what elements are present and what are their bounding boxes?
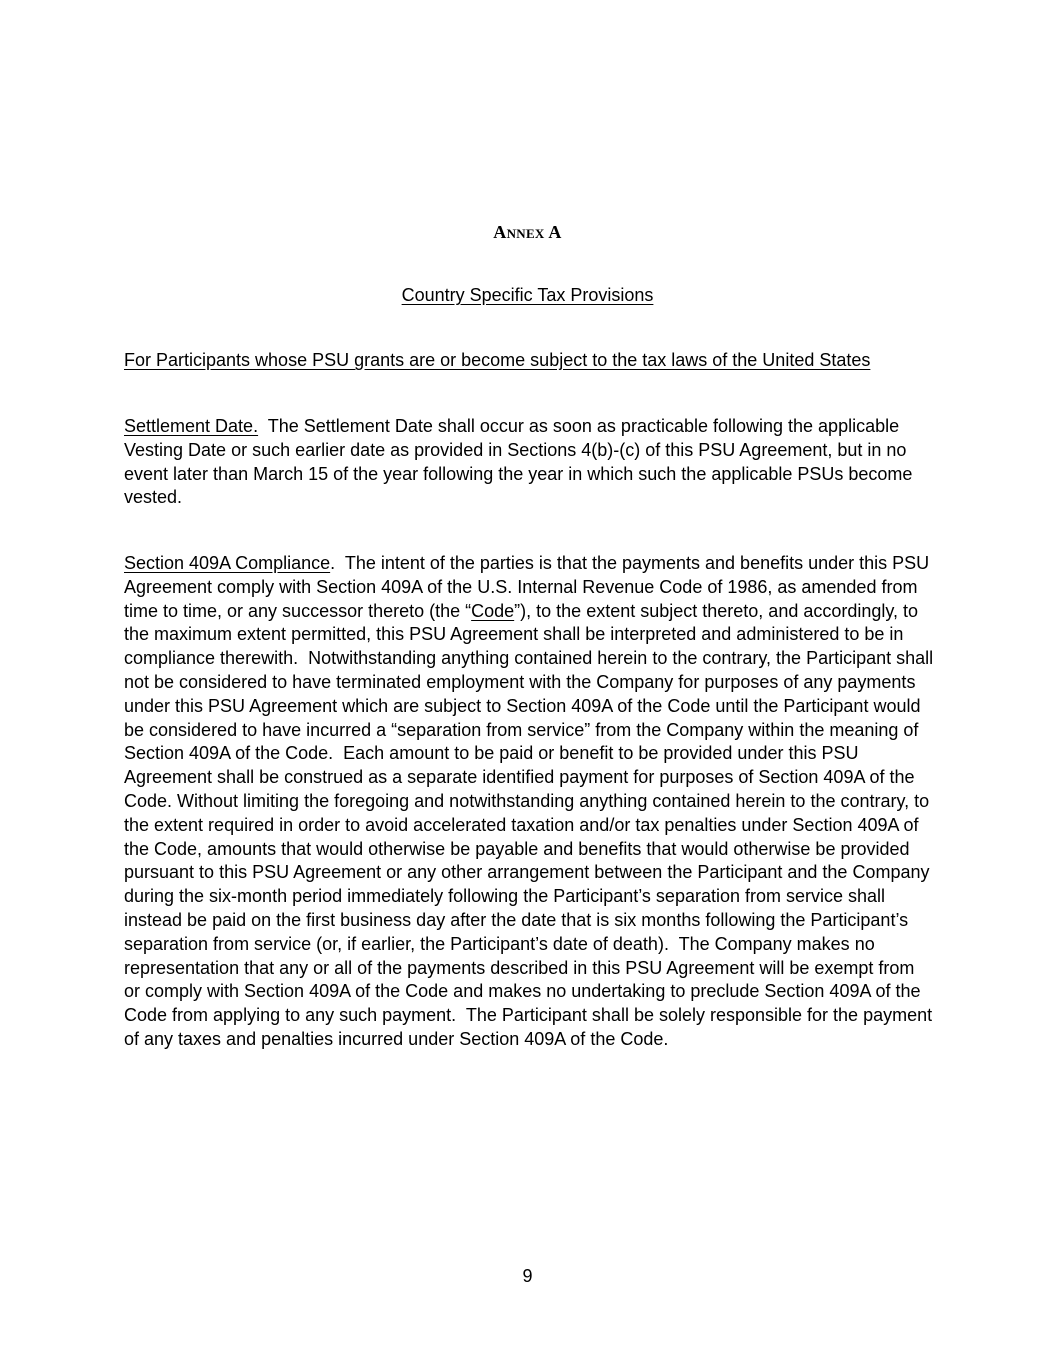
settlement-date-heading: Settlement Date. bbox=[124, 416, 259, 436]
section-subtitle bbox=[0, 285, 1055, 306]
participants-heading-text: For Participants whose PSU grants are or become subject to the tax laws of the United States bbox=[124, 350, 871, 370]
page-number: 9 bbox=[522, 1266, 533, 1286]
settlement-date-text: The Settlement Date shall occur as soon as practicable following the applicable Vesting Date or such earlier date as provided in Sections 4(b)-(c) of this PSU Agreement, but in no event later than March 15 of the year following the year in which such the applicable PSUs become vested. bbox=[124, 416, 918, 508]
annex-title: Annex A bbox=[493, 222, 562, 242]
section-409a-text-after: ”), to the extent subject thereto, and accordingly, to the maximum extent permitted, this PSU Agreement shall be interpreted and administered to be in compliance therewith. Notwithstanding anything contained herein to the contrary, the Participant shall not be considered to have terminated employment with the Company for purposes of any payments under this PSU Agreement which are subject to Section 409A of the Code until the Participant would be considered to have incurred a “separation from service” from the Company within the meaning of Section 409A of the Code. Each amount to be paid or benefit to be provided under this PSU Agreement shall be construed as a separate identified payment for purposes of Section 409A of the Code. Without limiting the foregoing and notwithstanding anything contained herein to the contrary, to the extent required in order to avoid accelerated taxation and/or tax penalties under Section 409A of the Code, amounts that would otherwise be payable and benefits that would otherwise be provided pursuant to this PSU Agreement or any other arrangement between the Participant and the Company during the six-month period immediately following the Participant’s separation from service shall instead be paid on the first business day after the date that is six months following the Participant’s separation from service (or, if earlier, the Participant’s date of death). The Company makes no representation that any or all of the payments described in this PSU Agreement will be exempt from or comply with Section 409A of the Code and makes no undertaking to preclude Section 409A of the Code from applying to any such payment. The Participant shall be solely responsible for the payment of any taxes and penalties incurred under Section 409A of the Code. bbox=[124, 600, 939, 1049]
subtitle-text: Country Specific Tax Provisions bbox=[401, 285, 654, 305]
section-409a-paragraph bbox=[124, 552, 939, 1052]
settlement-date-paragraph bbox=[124, 415, 934, 510]
code-defined-term: Code bbox=[471, 600, 515, 621]
section-409a-text-before: . The intent of the parties is that the payments and benefits under this PSU Agreement comply with Section 409A of the U.S. Internal Revenue Code of 1986, as amended from time to time, or any successor thereto (the “ bbox=[124, 553, 934, 621]
section-409a-heading: Section 409A Compliance bbox=[124, 553, 331, 573]
participants-heading bbox=[124, 350, 924, 371]
